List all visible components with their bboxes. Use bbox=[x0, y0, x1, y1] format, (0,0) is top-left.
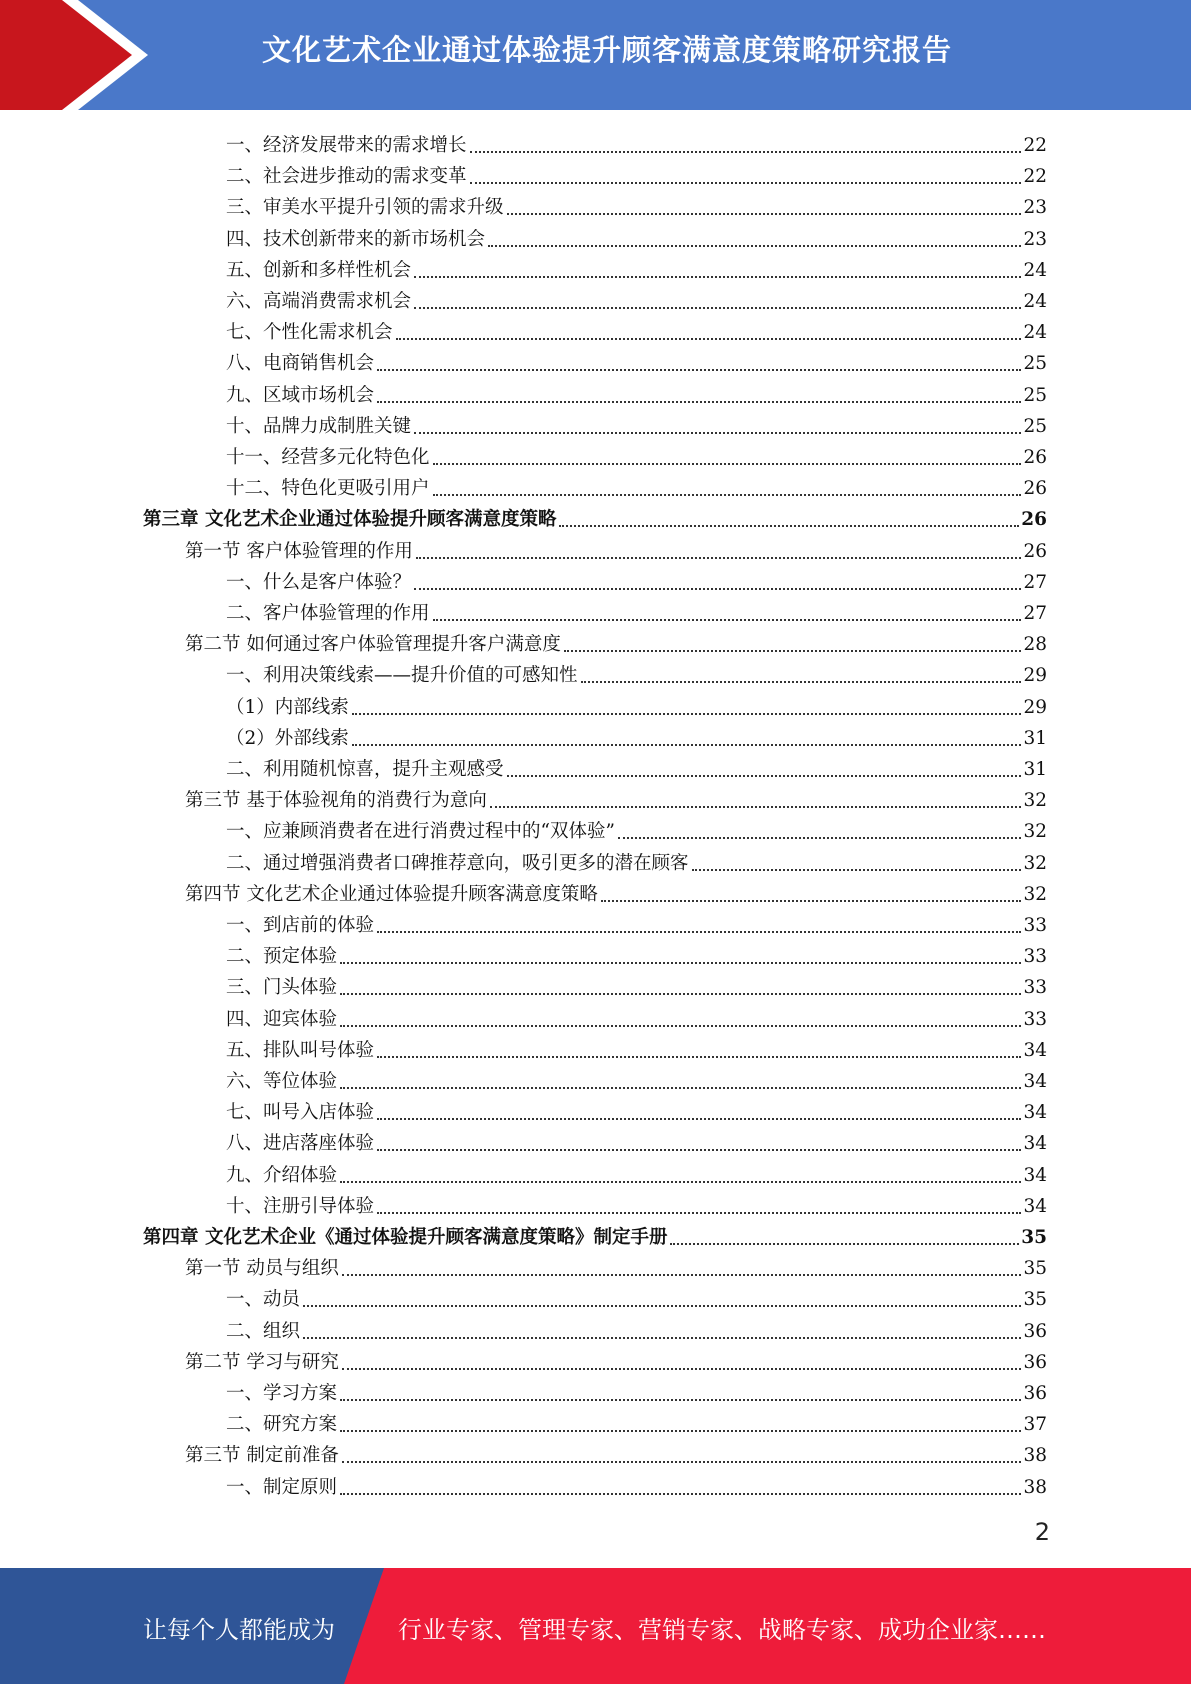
toc-dot-leader bbox=[340, 1025, 1021, 1027]
toc-dot-leader bbox=[507, 213, 1022, 215]
page-header bbox=[0, 0, 1191, 110]
toc-dot-leader bbox=[414, 276, 1021, 278]
toc-entry-title: （1）内部线索 bbox=[226, 696, 349, 718]
toc-entry-title: 一、学习方案 bbox=[226, 1383, 338, 1404]
toc-entry-page: 24 bbox=[1023, 322, 1047, 344]
toc-dot-leader bbox=[488, 245, 1021, 247]
toc-entry[interactable] bbox=[226, 1375, 1047, 1406]
toc-dot-leader bbox=[433, 494, 1022, 496]
toc-dot-leader bbox=[377, 1118, 1021, 1120]
toc-entry-title: 一、什么是客户体验？ bbox=[226, 571, 412, 593]
toc-entry-title: 六、等位体验 bbox=[226, 1071, 338, 1092]
toc-entry-page: 27 bbox=[1023, 571, 1047, 593]
toc-entry-title: 二、组织 bbox=[226, 1320, 301, 1342]
toc-dot-leader bbox=[414, 588, 1021, 590]
toc-entry-page: 32 bbox=[1023, 790, 1047, 812]
toc-entry-title: 第四节 文化艺术企业通过体验提升顾客满意度策略 bbox=[185, 883, 598, 905]
toc-entry[interactable] bbox=[226, 408, 1047, 439]
toc-entry-page: 38 bbox=[1023, 1445, 1047, 1467]
toc-entry-page: 34 bbox=[1023, 1071, 1047, 1092]
toc-entry[interactable] bbox=[143, 1219, 1047, 1250]
toc-entry-page: 22 bbox=[1023, 166, 1047, 188]
toc-entry[interactable] bbox=[226, 1094, 1047, 1125]
toc-entry[interactable] bbox=[226, 969, 1047, 1000]
toc-entry-title: 八、电商销售机会 bbox=[226, 353, 375, 375]
toc-entry-page: 32 bbox=[1023, 883, 1047, 905]
toc-entry-page: 33 bbox=[1023, 1008, 1047, 1030]
toc-entry-title: 第二节 如何通过客户体验管理提升客户满意度 bbox=[185, 634, 561, 656]
toc-entry[interactable] bbox=[226, 439, 1047, 470]
toc-entry-page: 36 bbox=[1023, 1351, 1047, 1373]
footer-slogan-left: 让每个人都能成为 bbox=[143, 1616, 335, 1644]
toc-dot-leader bbox=[340, 1181, 1021, 1183]
toc-dot-leader bbox=[377, 931, 1021, 933]
toc-entry[interactable] bbox=[185, 1437, 1047, 1468]
toc-dot-leader bbox=[470, 182, 1022, 184]
toc-entry-title: 一、应兼顾消费者在进行消费过程中的“双体验” bbox=[226, 821, 615, 843]
toc-entry[interactable] bbox=[185, 626, 1047, 657]
toc-entry-title: 第一节 动员与组织 bbox=[185, 1258, 339, 1280]
toc-dot-leader bbox=[377, 401, 1021, 403]
footer-slogan-right: 行业专家、管理专家、营销专家、战略专家、成功企业家…… bbox=[398, 1616, 1046, 1644]
toc-entry[interactable] bbox=[226, 1063, 1047, 1094]
toc-dot-leader bbox=[342, 1274, 1022, 1276]
toc-entry-page: 34 bbox=[1023, 1039, 1047, 1061]
toc-dot-leader bbox=[340, 962, 1021, 964]
toc-dot-leader bbox=[414, 307, 1021, 309]
toc-entry-page: 26 bbox=[1023, 478, 1047, 500]
toc-entry-page: 34 bbox=[1023, 1164, 1047, 1186]
toc-entry-title: 十二、特色化更吸引用户 bbox=[226, 478, 430, 500]
toc-entry-page: 33 bbox=[1023, 946, 1047, 968]
toc-entry-title: 三、门头体验 bbox=[226, 977, 338, 999]
toc-dot-leader bbox=[433, 463, 1022, 465]
toc-entry-title: 十、品牌力成制胜关键 bbox=[226, 415, 412, 437]
toc-entry-page: 25 bbox=[1023, 415, 1047, 437]
toc-entry-page: 36 bbox=[1023, 1383, 1047, 1404]
toc-entry[interactable] bbox=[185, 1250, 1047, 1281]
toc-entry-title: 五、创新和多样性机会 bbox=[226, 259, 412, 281]
toc-entry[interactable] bbox=[226, 813, 1047, 844]
toc-entry[interactable] bbox=[226, 689, 1047, 720]
toc-entry[interactable] bbox=[226, 938, 1047, 969]
toc-entry-title: 一、到店前的体验 bbox=[226, 915, 375, 936]
toc-entry-title: 一、经济发展带来的需求增长 bbox=[226, 135, 467, 156]
toc-entry[interactable] bbox=[226, 1125, 1047, 1156]
toc-entry-title: 二、通过增强消费者口碑推荐意向，吸引更多的潜在顾客 bbox=[226, 852, 689, 874]
toc-dot-leader bbox=[416, 557, 1022, 559]
toc-entry[interactable] bbox=[226, 252, 1047, 283]
toc-dot-leader bbox=[559, 525, 1019, 527]
toc-entry-page: 29 bbox=[1023, 665, 1047, 687]
toc-dot-leader bbox=[342, 1368, 1022, 1370]
toc-dot-leader bbox=[601, 900, 1022, 902]
toc-entry[interactable] bbox=[226, 720, 1047, 751]
toc-entry[interactable] bbox=[226, 283, 1047, 314]
toc-entry[interactable] bbox=[226, 657, 1047, 688]
toc-entry[interactable] bbox=[226, 751, 1047, 782]
toc-dot-leader bbox=[342, 1461, 1022, 1463]
toc-entry-page: 27 bbox=[1023, 603, 1047, 624]
page-footer bbox=[0, 1568, 1191, 1684]
toc-entry-title: 四、迎宾体验 bbox=[226, 1008, 338, 1030]
toc-dot-leader bbox=[396, 338, 1022, 340]
toc-entry-title: 一、制定原则 bbox=[226, 1476, 338, 1498]
toc-entry-title: 一、动员 bbox=[226, 1289, 301, 1311]
toc-entry-title: 二、预定体验 bbox=[226, 946, 338, 968]
toc-entry-page: 38 bbox=[1023, 1476, 1047, 1498]
toc-dot-leader bbox=[692, 869, 1022, 871]
toc-entry[interactable] bbox=[226, 564, 1047, 595]
toc-entry-page: 29 bbox=[1023, 696, 1047, 718]
toc-entry[interactable] bbox=[226, 345, 1047, 376]
toc-entry-page: 34 bbox=[1023, 1195, 1047, 1217]
toc-dot-leader bbox=[352, 744, 1022, 746]
toc-entry-page: 22 bbox=[1023, 135, 1047, 156]
toc-entry[interactable] bbox=[226, 189, 1047, 220]
toc-dot-leader bbox=[564, 650, 1022, 652]
page-number: 2 bbox=[1034, 1518, 1050, 1546]
toc-entry[interactable] bbox=[185, 533, 1047, 564]
toc-entry-title: 第一节 客户体验管理的作用 bbox=[185, 540, 413, 562]
toc-dot-leader bbox=[377, 1056, 1021, 1058]
toc-dot-leader bbox=[414, 432, 1021, 434]
toc-entry-page: 32 bbox=[1023, 852, 1047, 874]
toc-entry[interactable] bbox=[226, 1157, 1047, 1188]
toc-dot-leader bbox=[340, 1399, 1021, 1401]
toc-dot-leader bbox=[340, 993, 1021, 995]
toc-entry-page: 26 bbox=[1023, 447, 1047, 468]
toc-entry[interactable] bbox=[226, 1406, 1047, 1437]
toc-entry-page: 32 bbox=[1023, 821, 1047, 843]
toc-entry[interactable] bbox=[226, 221, 1047, 252]
toc-entry[interactable] bbox=[226, 127, 1047, 158]
toc-entry[interactable] bbox=[226, 1469, 1047, 1500]
toc-entry-title: 二、研究方案 bbox=[226, 1414, 338, 1436]
toc-entry-title: 七、个性化需求机会 bbox=[226, 322, 393, 344]
toc-entry-page: 23 bbox=[1023, 197, 1047, 219]
toc-entry[interactable] bbox=[226, 1188, 1047, 1219]
toc-entry[interactable] bbox=[226, 1313, 1047, 1344]
toc-entry-title: 第三章 文化艺术企业通过体验提升顾客满意度策略 bbox=[143, 509, 557, 531]
toc-entry-title: 十、注册引导体验 bbox=[226, 1195, 375, 1217]
toc-dot-leader bbox=[340, 1493, 1021, 1495]
toc-entry-page: 37 bbox=[1023, 1414, 1047, 1436]
toc-entry-page: 24 bbox=[1023, 259, 1047, 281]
toc-entry-title: 九、区域市场机会 bbox=[226, 384, 375, 406]
toc-entry-page: 34 bbox=[1023, 1133, 1047, 1155]
toc-dot-leader bbox=[490, 806, 1022, 808]
toc-entry-page: 35 bbox=[1021, 1227, 1047, 1248]
toc-entry[interactable] bbox=[226, 377, 1047, 408]
toc-entry[interactable] bbox=[226, 1001, 1047, 1032]
toc-entry-page: 34 bbox=[1023, 1102, 1047, 1124]
toc-entry[interactable] bbox=[226, 158, 1047, 189]
toc-entry-title: 第三节 基于体验视角的消费行为意向 bbox=[185, 790, 487, 812]
toc-entry[interactable] bbox=[185, 1344, 1047, 1375]
toc-entry-title: 九、介绍体验 bbox=[226, 1164, 338, 1186]
toc-entry[interactable] bbox=[143, 501, 1047, 532]
toc-entry-title: 六、高端消费需求机会 bbox=[226, 291, 412, 312]
toc-entry-page: 35 bbox=[1023, 1289, 1047, 1311]
toc-entry-title: 第二节 学习与研究 bbox=[185, 1351, 339, 1373]
toc-dot-leader bbox=[670, 1243, 1019, 1245]
toc-entry[interactable] bbox=[226, 595, 1047, 626]
toc-dot-leader bbox=[581, 681, 1022, 683]
toc-entry-title: 二、利用随机惊喜，提升主观感受 bbox=[226, 759, 504, 780]
toc-dot-leader bbox=[618, 837, 1022, 839]
toc-dot-leader bbox=[303, 1337, 1021, 1339]
toc-entry-page: 31 bbox=[1023, 759, 1047, 780]
toc-dot-leader bbox=[377, 1149, 1021, 1151]
toc-entry-title: 八、进店落座体验 bbox=[226, 1133, 375, 1155]
toc-entry-page: 23 bbox=[1023, 228, 1047, 250]
toc-entry-title: 二、客户体验管理的作用 bbox=[226, 603, 430, 624]
toc-dot-leader bbox=[340, 1087, 1021, 1089]
toc-entry-title: （2）外部线索 bbox=[226, 727, 349, 749]
toc-dot-leader bbox=[507, 775, 1022, 777]
toc-entry-title: 二、社会进步推动的需求变革 bbox=[226, 166, 467, 188]
toc-entry[interactable] bbox=[185, 782, 1047, 813]
toc-entry-title: 七、叫号入店体验 bbox=[226, 1102, 375, 1124]
toc-entry[interactable] bbox=[226, 314, 1047, 345]
toc-dot-leader bbox=[470, 151, 1022, 153]
toc-entry-title: 五、排队叫号体验 bbox=[226, 1039, 375, 1061]
toc-entry-page: 33 bbox=[1023, 915, 1047, 936]
toc-entry-page: 25 bbox=[1023, 384, 1047, 406]
toc-entry[interactable] bbox=[226, 1281, 1047, 1312]
toc-entry[interactable] bbox=[226, 1032, 1047, 1063]
toc-entry-title: 一、利用决策线索——提升价值的可感知性 bbox=[226, 665, 578, 687]
toc-entry-page: 36 bbox=[1023, 1320, 1047, 1342]
toc-entry-title: 三、审美水平提升引领的需求升级 bbox=[226, 197, 504, 219]
toc-dot-leader bbox=[433, 619, 1022, 621]
toc-entry-page: 25 bbox=[1023, 353, 1047, 375]
toc-entry[interactable] bbox=[226, 907, 1047, 938]
toc-entry-page: 31 bbox=[1023, 727, 1047, 749]
toc-entry-page: 35 bbox=[1023, 1258, 1047, 1280]
toc-dot-leader bbox=[340, 1430, 1021, 1432]
toc-entry-title: 四、技术创新带来的新市场机会 bbox=[226, 228, 486, 250]
toc-entry-page: 24 bbox=[1023, 291, 1047, 312]
toc-entry[interactable] bbox=[226, 470, 1047, 501]
toc-entry-title: 第四章 文化艺术企业《通过体验提升顾客满意度策略》制定手册 bbox=[143, 1227, 668, 1248]
toc-entry-page: 26 bbox=[1021, 509, 1047, 531]
toc-entry-title: 第三节 制定前准备 bbox=[185, 1445, 339, 1467]
toc-entry-page: 28 bbox=[1023, 634, 1047, 656]
toc-entry[interactable] bbox=[185, 876, 1047, 907]
toc-dot-leader bbox=[377, 369, 1021, 371]
toc-entry[interactable] bbox=[226, 845, 1047, 876]
toc-dot-leader bbox=[377, 1212, 1021, 1214]
toc-dot-leader bbox=[352, 713, 1022, 715]
toc-entry-page: 33 bbox=[1023, 977, 1047, 999]
toc-entry-title: 十一、经营多元化特色化 bbox=[226, 447, 430, 468]
toc-dot-leader bbox=[303, 1305, 1021, 1307]
toc-entry-page: 26 bbox=[1023, 540, 1047, 562]
report-title: 文化艺术企业通过体验提升顾客满意度策略研究报告 bbox=[262, 33, 953, 67]
